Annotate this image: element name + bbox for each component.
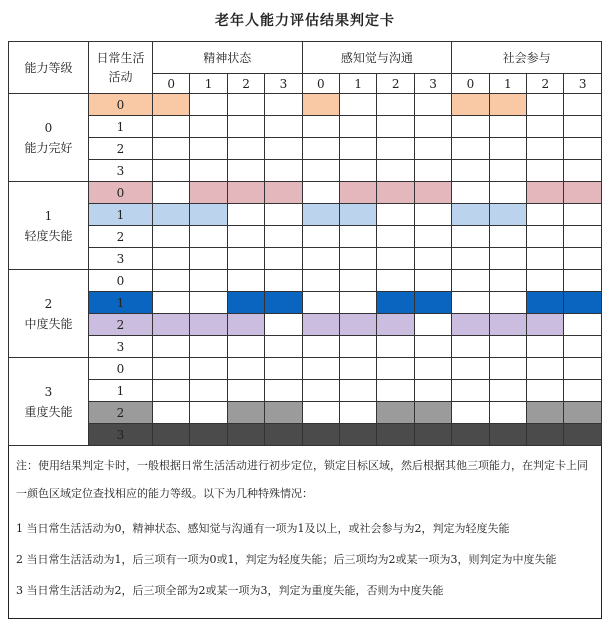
grid-cell [340,336,377,358]
grid-cell [527,270,564,292]
grid-cell [265,314,302,336]
grid-cell [265,292,302,314]
table-row [9,292,602,314]
ability-level-name: 能力完好 [24,140,73,155]
subheader-score: 1 [340,74,377,94]
grid-cell [564,424,602,446]
grid-cell [153,94,190,116]
grid-cell [452,182,489,204]
grid-cell [414,138,451,160]
grid-cell [340,182,377,204]
grid-cell [489,336,526,358]
grid-cell [190,182,227,204]
grid-cell [190,248,227,270]
grid-cell [414,182,451,204]
grid-cell [340,204,377,226]
grid-cell [227,336,264,358]
table-row [9,226,602,248]
grid-cell [564,358,602,380]
ability-level-cell [9,270,89,358]
note-item: 3 当日常生活活动为2，后三项全部为2或某一项为3，判定为重度失能，否则为中度失能 [16,584,444,597]
table-row [9,94,602,116]
grid-cell [227,292,264,314]
grid-cell [414,292,451,314]
grid-cell [265,424,302,446]
table-row [9,248,602,270]
grid-cell [190,402,227,424]
grid-cell [340,314,377,336]
grid-cell [190,292,227,314]
grid-cell [377,314,414,336]
header-social-participation: 社会参与 [452,42,602,74]
grid-cell [302,380,339,402]
ability-level-name: 轻度失能 [24,228,73,243]
grid-cell [527,380,564,402]
grid-cell [527,292,564,314]
adl-score-cell: 1 [89,380,153,402]
adl-score-cell: 1 [89,204,153,226]
grid-cell [527,204,564,226]
grid-cell [190,380,227,402]
grid-cell [190,270,227,292]
ability-level-cell [9,182,89,270]
subheader-score: 1 [489,74,526,94]
header-perception-communication: 感知觉与沟通 [302,42,452,74]
adl-score-cell: 3 [89,160,153,182]
page-title: 老年人能力评估结果判定卡 [215,13,395,29]
grid-cell [302,138,339,160]
grid-cell [340,292,377,314]
grid-cell [340,226,377,248]
note-intro: 注：使用结果判定卡时，一般根据日常生活活动进行初步定位，锁定目标区域，然后根据其他三项能力，在判定卡上同一颜色区域定位查找相应的能力等级。以下为几种特殊情况： [16,459,588,500]
ability-level-number: 1 [44,208,53,223]
grid-cell [153,182,190,204]
grid-cell [340,424,377,446]
grid-cell [227,358,264,380]
grid-cell [302,402,339,424]
ability-level-name: 中度失能 [24,316,73,331]
grid-cell [340,248,377,270]
table-row [9,182,602,204]
subheader-score: 2 [527,74,564,94]
grid-cell [302,204,339,226]
table-row [9,380,602,402]
judgment-table [8,41,602,446]
grid-cell [227,270,264,292]
grid-cell [340,402,377,424]
grid-cell [227,314,264,336]
grid-cell [153,248,190,270]
table-row [9,138,602,160]
grid-cell [227,380,264,402]
table-row [9,424,602,446]
grid-cell [414,226,451,248]
grid-cell [527,248,564,270]
grid-cell [153,116,190,138]
grid-cell [564,380,602,402]
grid-cell [527,94,564,116]
grid-cell [414,248,451,270]
grid-cell [377,182,414,204]
grid-cell [489,204,526,226]
grid-cell [190,424,227,446]
grid-cell [452,314,489,336]
adl-score-cell: 2 [89,402,153,424]
grid-cell [153,138,190,160]
grid-cell [153,314,190,336]
grid-cell [564,336,602,358]
grid-cell [489,270,526,292]
grid-cell [452,94,489,116]
grid-cell [340,270,377,292]
grid-cell [489,160,526,182]
subheader-score: 3 [414,74,451,94]
grid-cell [227,226,264,248]
grid-cell [564,226,602,248]
grid-cell [452,138,489,160]
grid-cell [190,204,227,226]
grid-cell [452,204,489,226]
grid-cell [377,292,414,314]
grid-cell [153,424,190,446]
grid-cell [414,314,451,336]
adl-score-cell: 2 [89,226,153,248]
grid-cell [190,138,227,160]
grid-cell [489,182,526,204]
grid-cell [489,292,526,314]
table-row [9,336,602,358]
grid-cell [489,226,526,248]
grid-cell [564,160,602,182]
grid-cell [153,336,190,358]
grid-cell [302,424,339,446]
grid-cell [489,116,526,138]
header-ability-level: 能力等级 [9,42,89,94]
subheader-score: 0 [452,74,489,94]
grid-cell [564,402,602,424]
grid-cell [265,226,302,248]
grid-cell [265,270,302,292]
grid-cell [564,314,602,336]
grid-cell [414,116,451,138]
note-item: 1 当日常生活活动为0，精神状态、感知觉与沟通有一项为1及以上，或社会参与为2，判定为轻度失能 [16,522,510,535]
ability-level-name: 重度失能 [24,404,73,419]
grid-cell [265,94,302,116]
table-row [9,358,602,380]
header-adl-text: 日常生活活动 [96,50,145,84]
ability-level-cell [9,358,89,446]
grid-cell [452,292,489,314]
grid-cell [452,270,489,292]
grid-cell [265,402,302,424]
subheader-score: 3 [265,74,302,94]
grid-cell [153,160,190,182]
grid-cell [153,226,190,248]
grid-cell [377,116,414,138]
grid-cell [452,226,489,248]
grid-cell [414,424,451,446]
subheader-score: 1 [190,74,227,94]
grid-cell [377,270,414,292]
grid-cell [227,402,264,424]
grid-cell [340,116,377,138]
grid-cell [377,358,414,380]
grid-cell [265,116,302,138]
grid-cell [302,270,339,292]
grid-cell [564,270,602,292]
grid-cell [302,226,339,248]
grid-cell [340,358,377,380]
grid-cell [564,204,602,226]
grid-cell [564,116,602,138]
note-item: 2 当日常生活活动为1，后三项有一项为0或1，判定为轻度失能；后三项均为2或某一项为3，则判定为中度失能 [16,553,557,566]
grid-cell [414,94,451,116]
grid-cell [564,182,602,204]
adl-score-cell: 2 [89,314,153,336]
table-row [9,204,602,226]
adl-score-cell: 3 [89,248,153,270]
grid-cell [190,226,227,248]
grid-cell [265,336,302,358]
grid-cell [527,116,564,138]
grid-cell [302,182,339,204]
grid-cell [190,94,227,116]
grid-cell [489,248,526,270]
ability-level-number: 3 [44,384,53,399]
table-row [9,116,602,138]
grid-cell [153,358,190,380]
grid-cell [489,380,526,402]
grid-cell [302,358,339,380]
grid-cell [564,94,602,116]
grid-cell [452,424,489,446]
ability-level-number: 0 [44,120,53,135]
grid-cell [153,380,190,402]
grid-cell [414,402,451,424]
ability-level-cell [9,94,89,182]
grid-cell [527,138,564,160]
adl-score-cell: 3 [89,336,153,358]
grid-cell [452,160,489,182]
grid-cell [414,380,451,402]
grid-cell [377,402,414,424]
grid-cell [227,204,264,226]
adl-score-cell: 0 [89,358,153,380]
grid-cell [265,160,302,182]
subheader-score: 2 [227,74,264,94]
grid-cell [153,204,190,226]
grid-cell [227,248,264,270]
grid-cell [265,182,302,204]
adl-score-cell: 0 [89,94,153,116]
grid-cell [265,138,302,160]
subheader-score: 0 [153,74,190,94]
table-row [9,160,602,182]
grid-cell [452,336,489,358]
grid-cell [489,314,526,336]
subheader-score: 2 [377,74,414,94]
grid-cell [227,94,264,116]
grid-cell [527,314,564,336]
grid-cell [265,380,302,402]
grid-cell [265,248,302,270]
grid-cell [302,94,339,116]
grid-cell [153,270,190,292]
grid-cell [227,424,264,446]
grid-cell [265,358,302,380]
grid-cell [340,138,377,160]
grid-cell [452,248,489,270]
subheader-score: 0 [302,74,339,94]
grid-cell [527,358,564,380]
grid-cell [527,182,564,204]
table-row [9,270,602,292]
grid-cell [377,336,414,358]
grid-cell [377,138,414,160]
grid-cell [190,116,227,138]
grid-cell [564,138,602,160]
grid-cell [564,292,602,314]
grid-cell [265,204,302,226]
grid-cell [527,160,564,182]
grid-cell [489,94,526,116]
grid-cell [527,424,564,446]
grid-cell [227,160,264,182]
grid-cell [190,160,227,182]
table-row [9,402,602,424]
grid-cell [190,336,227,358]
adl-score-cell: 3 [89,424,153,446]
grid-cell [377,424,414,446]
grid-cell [377,160,414,182]
grid-cell [489,402,526,424]
grid-cell [489,358,526,380]
grid-cell [153,402,190,424]
grid-cell [452,116,489,138]
ability-level-number: 2 [44,296,53,311]
grid-cell [190,358,227,380]
grid-cell [414,336,451,358]
adl-score-cell: 2 [89,138,153,160]
grid-cell [414,270,451,292]
adl-score-cell: 0 [89,270,153,292]
grid-cell [377,204,414,226]
adl-score-cell: 1 [89,116,153,138]
header-mental-state: 精神状态 [153,42,303,74]
grid-cell [377,380,414,402]
grid-cell [527,402,564,424]
header-adl [89,42,153,94]
grid-cell [302,292,339,314]
table-row [9,314,602,336]
grid-cell [452,402,489,424]
grid-cell [452,380,489,402]
grid-cell [227,138,264,160]
grid-cell [564,248,602,270]
adl-score-cell: 0 [89,182,153,204]
grid-cell [302,336,339,358]
grid-cell [377,94,414,116]
grid-cell [227,116,264,138]
grid-cell [340,94,377,116]
grid-cell [153,292,190,314]
adl-score-cell: 1 [89,292,153,314]
grid-cell [489,424,526,446]
grid-cell [452,358,489,380]
notes-section [16,452,596,615]
grid-cell [302,248,339,270]
grid-cell [527,226,564,248]
grid-cell [527,336,564,358]
grid-cell [414,160,451,182]
grid-cell [227,182,264,204]
grid-cell [414,204,451,226]
grid-cell [340,380,377,402]
subheader-score: 3 [564,74,602,94]
grid-cell [302,160,339,182]
grid-cell [377,226,414,248]
grid-cell [489,138,526,160]
grid-cell [377,248,414,270]
grid-cell [302,116,339,138]
grid-cell [302,314,339,336]
grid-cell [414,358,451,380]
grid-cell [340,160,377,182]
grid-cell [190,314,227,336]
